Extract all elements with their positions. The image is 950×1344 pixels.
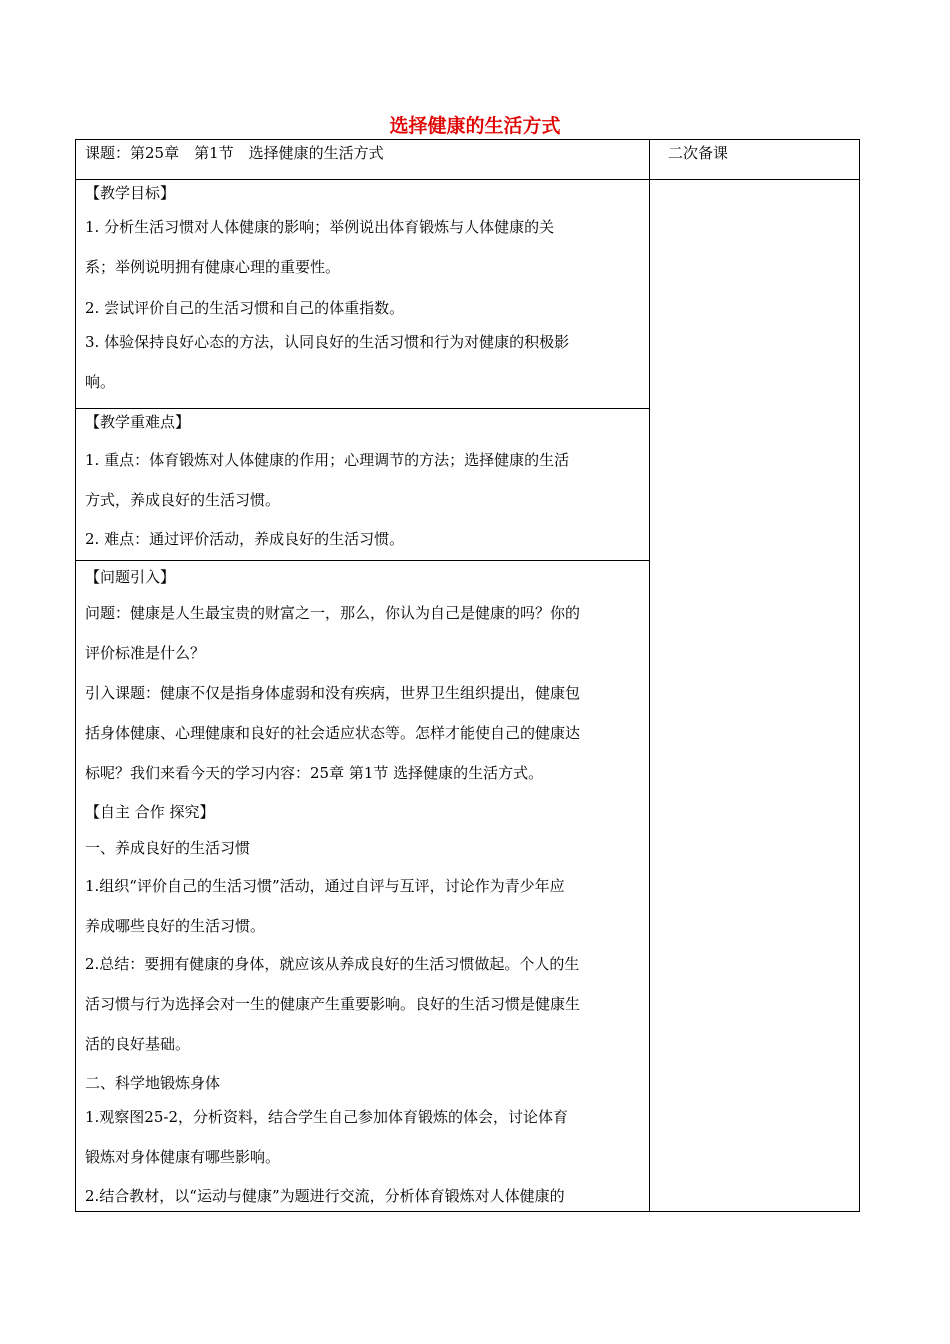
explore-heading: 【自主 合作 探究】 xyxy=(85,803,215,821)
objectives-heading: 【教学目标】 xyxy=(85,184,176,202)
column-divider xyxy=(649,139,650,1212)
section2-item-1: 1.观察图25-2，分析资料，结合学生自己参加体育锻炼的体会，讨论体育 锻炼对身体健康有哪些影响。 xyxy=(85,1108,569,1166)
keypoints-divider xyxy=(75,560,650,561)
section1-heading: 一、养成良好的生活习惯 xyxy=(85,839,251,857)
objective-2: 2. 尝试评价自己的生活习惯和自己的体重指数。 xyxy=(85,299,405,317)
objective-3: 3. 体验保持良好心态的方法，认同良好的生活习惯和行为对健康的积极影 响。 xyxy=(85,333,570,391)
keypoints-heading: 【教学重难点】 xyxy=(85,413,191,431)
second-prep-header: 二次备课 xyxy=(668,144,729,162)
header-row-divider xyxy=(75,179,860,180)
keypoint-1: 1. 重点：体育锻炼对人体健康的作用；心理调节的方法；选择健康的生活 方式，养成良好的生活习惯。 xyxy=(85,451,570,509)
intro-heading: 【问题引入】 xyxy=(85,568,176,586)
objectives-divider xyxy=(75,408,650,409)
intro-question: 问题：健康是人生最宝贵的财富之一，那么，你认为自己是健康的吗？你的 评价标准是什么？ xyxy=(85,604,581,662)
intro-topic: 引入课题：健康不仅是指身体虚弱和没有疾病，世界卫生组织提出，健康包 括身体健康、心理健康和良好的社会适应状态等。怎样才能使自己的健康达 标呢？我们来看今天的学习内容：25章 第1节 选择健康的生活方式。 xyxy=(85,684,581,782)
section1-item-1: 1.组织“评价自己的生活习惯”活动，通过自评与互评，讨论作为青少年应 养成哪些良好的生活习惯。 xyxy=(85,877,565,935)
section1-item-2: 2.总结：要拥有健康的身体，就应该从养成良好的生活习惯做起。个人的生 活习惯与行为选择会对一生的健康产生重要影响。良好的生活习惯是健康生 活的良好基础。 xyxy=(85,955,581,1053)
section2-heading: 二、科学地锻炼身体 xyxy=(85,1074,221,1092)
section2-item-2: 2.结合教材，以“运动与健康”为题进行交流，分析体育锻炼对人体健康的 xyxy=(85,1187,565,1205)
lesson-title-cell: 课题：第25章 第1节 选择健康的生活方式 xyxy=(85,144,384,162)
objective-1: 1. 分析生活习惯对人体健康的影响；举例说出体育锻炼与人体健康的关 系；举例说明拥有健康心理的重要性。 xyxy=(85,218,555,276)
keypoint-2: 2. 难点：通过评价活动，养成良好的生活习惯。 xyxy=(85,530,405,548)
document-title: 选择健康的生活方式 xyxy=(389,115,561,137)
